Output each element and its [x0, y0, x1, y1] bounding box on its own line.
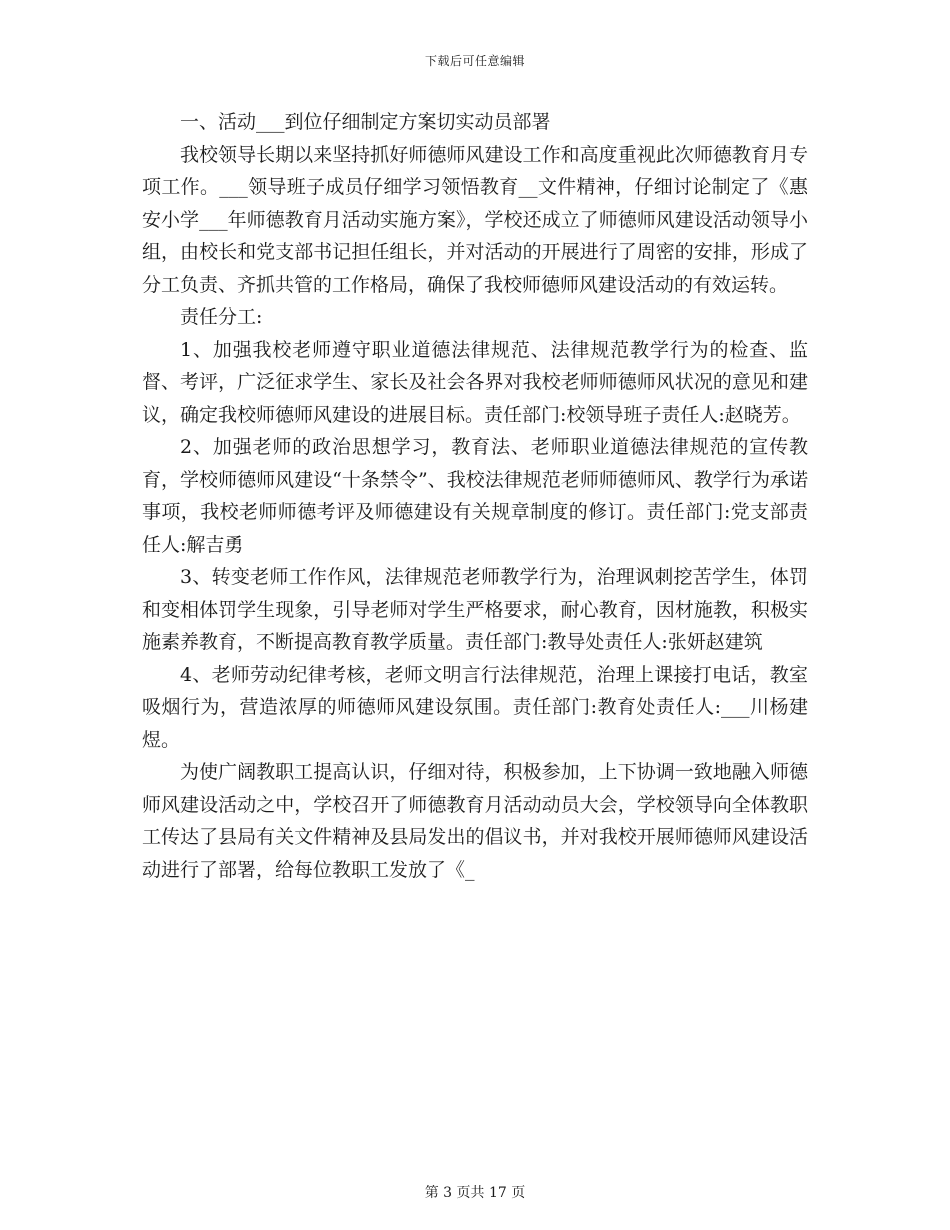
body-paragraph: 我校领导长期以来坚持抓好师德师风建设工作和高度重视此次师德教育月专项工作。___领导班子成员仔细学习领悟教育__文件精神，仔细讨论制定了《惠安小学___年师德教育月活动实施方案》，学校还成立了师德师风建设活动领导小组，由校长和党支部书记担任组长，并对活动的开展进行了周密的安排，形成了分工负责、齐抓共管的工作格局，确保了我校师德师风建设活动的有效运转。: [142, 143, 808, 296]
list-item-4: 4、老师劳动纪律考核，老师文明言行法律规范，治理上课接打电话，教室吸烟行为，营造浓厚的师德师风建设氛围。责任部门:教育处责任人:___川杨建煜。: [142, 663, 808, 751]
responsibility-heading: 责任分工:: [180, 306, 263, 328]
list-item-3: 3、转变老师工作作风，法律规范老师教学行为，治理讽刺挖苦学生，体罚和变相体罚学生现象，引导老师对学生严格要求，耐心教育，因材施教，积极实施素养教育，不断提高教育教学质量。责任部门:教导处责任人:张妍赵建筑: [142, 566, 808, 653]
section-heading: 一、活动___到位仔细制定方案切实动员部署: [180, 111, 551, 133]
list-item-2: 2、加强老师的政治思想学习，教育法、老师职业道德法律规范的宣传教育，学校师德师风建设“十条禁令”、我校法律规范老师师德师风、教学行为承诺事项，我校老师师德考评及师德建设有关规章制度的修订。责任部门:党支部责任人:解吉勇: [142, 436, 808, 556]
list-item-1: 1、加强我校老师遵守职业道德法律规范、法律规范教学行为的检查、监督、考评，广泛征求学生、家长及社会各界对我校老师师德师风状况的意见和建议，确定我校师德师风建设的进展目标。责任部门:校领导班子责任人:赵晓芳。: [142, 338, 808, 426]
page-number: 第 3 页共 17 页: [424, 1185, 526, 1201]
page-header: 下载后可任意编辑: [424, 54, 525, 68]
body-paragraph: 为使广阔教职工提高认识，仔细对待，积极参加，上下协调一致地融入师德师风建设活动之中，学校召开了师德教育月活动动员大会，学校领导向全体教职工传达了县局有关文件精神及县局发出的倡议书，并对我校开展师德师风建设活动进行了部署，给每位教职工发放了《_: [142, 761, 808, 881]
document-body: [142, 106, 808, 886]
